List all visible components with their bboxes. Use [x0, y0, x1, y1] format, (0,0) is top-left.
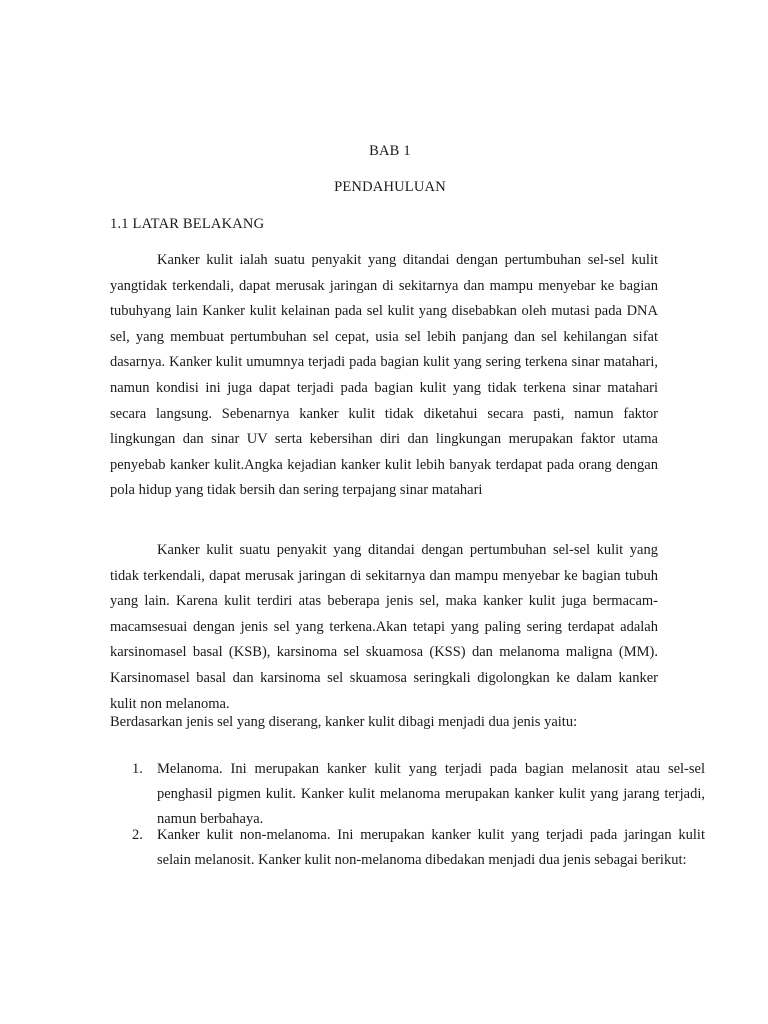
list-item-number: 1. [132, 761, 143, 777]
chapter-title: PENDAHULUAN [334, 179, 446, 195]
paragraph-2: Kanker kulit suatu penyakit yang ditandai dengan pertumbuhan sel-sel kulit yang tidak terkendali, dapat merusak jaringan di sekitarnya dan mampu menyebar ke bagian tubuh yang lain. Karena kulit terdiri atas beberapa jenis sel, maka kanker kulit juga bermacam-macamsesuai dengan jenis sel yang terkena.Akan tetapi yang paling sering terdapat adalah karsinomasel basal (KSB), karsinoma sel skuamosa (KSS) dan melanoma maligna (MM). Karsinomasel basal dan karsinoma sel skuamosa seringkali digolongkan ke dalam kanker kulit non melanoma. [110, 542, 658, 712]
chapter-number: BAB 1 [369, 143, 411, 159]
list-item [110, 757, 705, 832]
list-item-text: Melanoma. Ini merupakan kanker kulit yang terjadi pada bagian melanosit atau sel-sel penghasil pigmen kulit. Kanker kulit melanoma merupakan kanker kulit yang jarang terjadi, namun berbahaya. [157, 761, 705, 827]
paragraph-1: Kanker kulit ialah suatu penyakit yang ditandai dengan pertumbuhan sel-sel kulit yangtidak terkendali, dapat merusak jaringan di sekitarnya dan mampu menyebar ke bagian tubuhyang lain Kanker kulit kelainan pada sel kulit yang disebabkan oleh mutasi pada DNA sel, yang membuat pertumbuhan sel cepat, usia sel lebih panjang dan sel kehilangan sifat dasarnya. Kanker kulit umumnya terjadi pada bagian kulit yang sering terkena sinar matahari, namun kondisi ini juga dapat terjadi pada bagian kulit yang tidak terkena sinar matahari secara langsung. Sebenarnya kanker kulit tidak diketahui secara pasti, namun faktor lingkungan dan sinar UV serta kebersihan diri dan lingkungan merupakan faktor utama penyebab kanker kulit.Angka kejadian kanker kulit lebih banyak terdapat pada orang dengan pola hidup yang tidak bersih dan sering terpajang sinar matahari [110, 252, 658, 499]
list-item [110, 823, 705, 873]
section-heading: 1.1 LATAR BELAKANG [110, 216, 265, 232]
list-item-text: Kanker kulit non-melanoma. Ini merupakan kanker kulit yang terjadi pada jaringan kulit selain melanosit. Kanker kulit non-melanoma dibedakan menjadi dua jenis sebagai berikut: [157, 827, 705, 868]
list-item-number: 2. [132, 827, 143, 843]
list-intro: Berdasarkan jenis sel yang diserang, kanker kulit dibagi menjadi dua jenis yaitu: [110, 714, 578, 730]
